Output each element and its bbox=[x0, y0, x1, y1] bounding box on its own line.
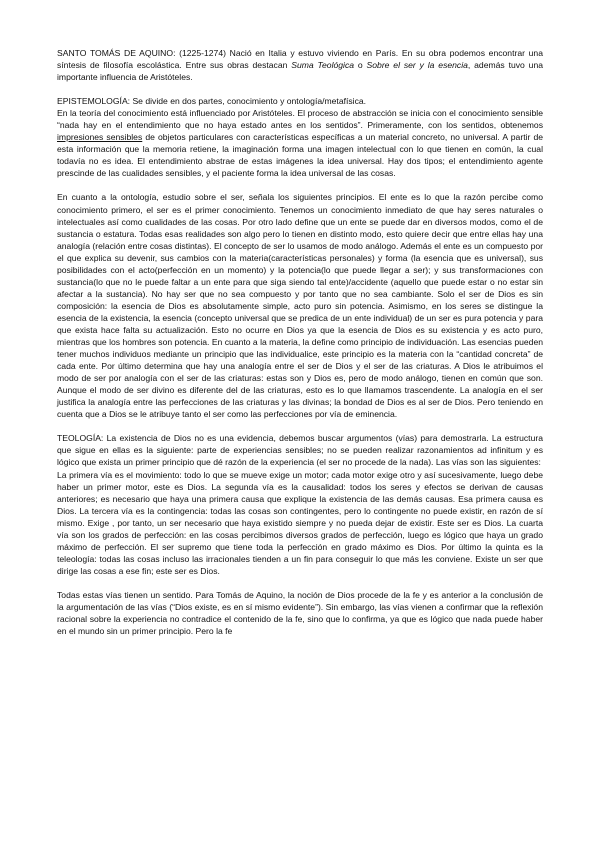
teologia-intro-paragraph: TEOLOGÍA: La existencia de Dios no es una evidencia, debemos buscar argumentos (vías) para demostrarla. La estructura que sigue en ellas es la siguiente: parte de experiencias sensibles; no se pueden realizar razonamientos ad infinitum y es lógico que exista un primer principio que dé razón de la experiencia (el ser no procede de la nada). Las vías son las siguientes: bbox=[57, 433, 543, 468]
ontologia-paragraph: En cuanto a la ontología, estudio sobre el ser, señala los siguientes principios. El ente es lo que la razón percibe como conocimiento primero, el ser es el primer conocimiento. Tenemos un conocimiento inmediato de que hay seres naturales o intelectuales así como cualidades de las cosas. Por otro lado define que un ente se puede dar en diversos modos, como el de sustancia o estatura. Todas esas realidades son algo pero lo tienen en distinto modo, esto quiere decir que entre ellas hay una analogía (relación entre cosas distintas). El concepto de ser lo usamos de modo análogo. Además el ente es un compuesto por el que explica su devenir, sus cambios con la materia(características personales) y forma (la esencia que es universal), sus posibilidades con el acto(perfección en un momento) y la potencia(lo que puede llegar a ser); y sus transformaciones con sustancia(lo que no le puede faltar a un ente para que siga siendo tal ente)/accidente (aquello que puede estar o no estar sin afectar a la sustancia). No hay ser que no sea compuesto y por tanto que no sea cambiante. Solo el ser de Dios es sin composición: la esencia de Dios es absolutamente simple, acto puro sin potencia. Asimismo, en los seres se distingue la esencia de la existencia, la esencia (concepto universal que se predica de un ente individual) de un ser es pura potencia y para que exista hace falta su actualización. Esto no ocurre en Dios ya que la esencia de Dios es su existencia y es acto puro, mientras que los hombres son potencia. En cuanto a la materia, la define como principio de individuación. Las esencias pueden tener muchos individuos mediante un principio que las individualice, este principio es la materia con la “cantidad concreta” de cada ente. Por último determina que hay una analogía entre el ser de Dios y el ser de las criaturas. A Dios le atribuimos el modo de ser por analogía con el ser de las criaturas: estas son y Dios es, pero de modo análogo, tienen en común que son. Aunque el modo de ser divino es diferente del de las criaturas, esto es lo que llamamos trascendente. La analogía en el ser justifica la analogía entre las perfecciones de las criaturas y las divinas; la bondad de Dios es al ser de Dios. Pero teniendo en cuenta que a Dios se le atribuye tanto el ser como las perfecciones por vía de eminencia. bbox=[57, 192, 543, 420]
work-title-ser-esencia: Sobre el ser y la esencia bbox=[366, 60, 468, 71]
epistemologia-heading: EPISTEMOLOGÍA: Se divide en dos partes, conocimiento y ontología/metafísica. bbox=[57, 96, 367, 107]
intro-paragraph bbox=[57, 47, 543, 83]
intro-lead: SANTO TOMÁS DE AQUINO: (1225-1274) Nació en Italia y estuvo viviendo en París. En su obra podemos encontrar una síntesis de filosofía escolástica. Entre sus obras destacan bbox=[57, 48, 543, 71]
epistemologia-paragraph bbox=[57, 107, 543, 179]
teologia-vias-paragraph: La primera vía es el movimiento: todo lo que se mueve exige un motor; cada motor exige otro y así sucesivamente, luego debe haber un primer motor, este es Dios. La segunda vía es la causalidad: todos los seres y efectos se derivan de causas anteriores; es necesario que haya una primera causa que explique la existencia de las demás causas. Esa primera causa es Dios. La tercera vía es la contingencia: todas las cosas son contingentes, pero lo contingente no puede existir, en razón de sí mismo. Exige , por tanto, un ser necesario que haya existido siempre y no pueda dejar de existir. Este ser es Dios. La cuarta vía son los grados de perfección: en las cosas percibimos diversos grados de perfección, luego es lógico que haya un grado máximo de perfección. El ser supremo que tiene toda la perfección en grado máximo es Dios. Por último la quinta es la teleología: todas las cosas incluso las irracionales tienden a un fin para conseguir lo que más les conviene. Existe un ser que dirige las cosas a ese fin; este ser es Dios. bbox=[57, 469, 543, 576]
conclusion-paragraph: Todas estas vías tienen un sentido. Para Tomás de Aquino, la noción de Dios procede de la fe y es anterior a la conclusión de la argumentación de las vías (“Dios existe, es en sí mismo evidente”). Sin embargo, las vías vienen a confirmar que la reflexión racional sobre la experiencia no contradice el contenido de la fe, sino que lo confirma, ya que es lógico que nada puede haber en el mundo sin un primer principio. Pero la fe bbox=[57, 589, 543, 637]
paragraph-gap bbox=[57, 83, 543, 95]
paragraph-gap bbox=[57, 179, 543, 191]
work-title-suma: Suma Teológica bbox=[291, 60, 355, 71]
paragraph-gap bbox=[57, 420, 543, 432]
epistemologia-text-after: de objetos particulares con características específicas a un material concreto, no universal. A partir de esta información que la memoria retiene, la imaginación forma una imagen intelectual con lo que tienen en común, la cual todavía no es idea. El entendimiento abstrae de estas imágenes la idea universal. Hay dos tipos; el entendimiento agente prescinde de las cualidades sensibles, y el paciente forma la idea universal de las cosas. bbox=[57, 132, 543, 179]
epistemologia-text-before: En la teoría del conocimiento está influenciado por Aristóteles. El proceso de abstracción se inicia con el conocimiento sensible “nada hay en el entendimiento que no haya estado antes en los sentidos”. Primeramente, con los sentidos, obtenemos bbox=[57, 108, 543, 131]
intro-mid: o bbox=[354, 60, 367, 71]
intro-tail: , además tuvo una importante influencia de Aristóteles. bbox=[57, 60, 543, 83]
impresiones-sensibles-underlined: impresiones sensibles bbox=[57, 132, 143, 143]
paragraph-gap bbox=[57, 577, 543, 589]
document-page bbox=[57, 47, 543, 637]
